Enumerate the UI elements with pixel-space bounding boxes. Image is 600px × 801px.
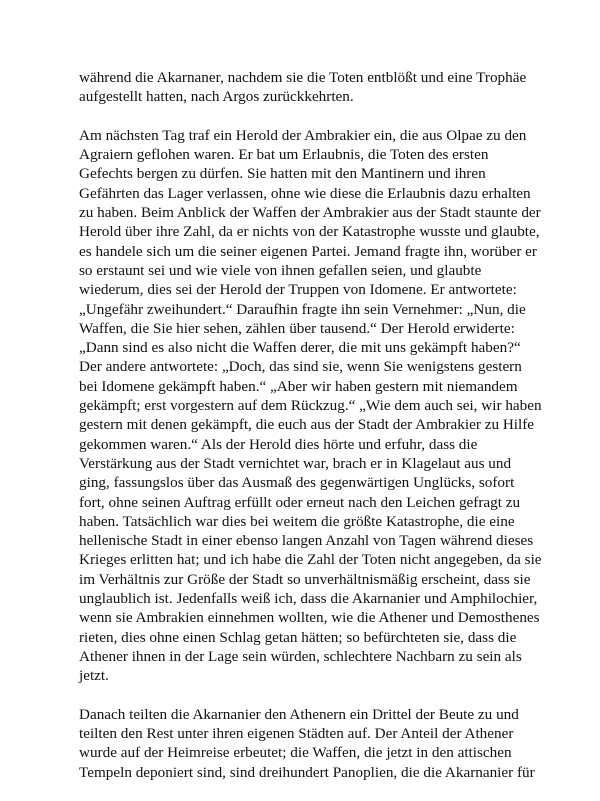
paragraph-3: [79, 705, 535, 782]
text-line: ging, fassungslos über das Ausmaß des gegenwärtigen Unglücks, sofort: [79, 474, 515, 492]
paragraph-2: [79, 126, 542, 686]
text-line: wenn sie Ambrakien einnehmen wollten, wie die Athener und Demosthenes: [79, 609, 540, 627]
text-line: Verstärkung aus der Stadt vernichtet war, brach er in Klagelaut aus und: [79, 454, 512, 472]
text-line: Am nächsten Tag traf ein Herold der Ambrakier ein, die aus Olpae zu den: [79, 126, 527, 144]
text-line: Waffen, die Sie hier sehen, zählen über tausend.“ Der Herold erwiderte:: [79, 319, 515, 337]
text-line: bei Idomene gekämpft haben.“ „Aber wir haben gestern mit niemandem: [79, 377, 518, 395]
text-line: fort, ohne seinen Auftrag erfüllt oder erneut nach den Leichen gefragt zu: [79, 493, 521, 511]
text-line: zu haben. Beim Anblick der Waffen der Ambrakier aus der Stadt staunte der: [79, 204, 541, 222]
text-line: haben. Tatsächlich war dies bei weitem die größte Katastrophe, die eine: [79, 512, 515, 530]
text-line: Gefährten das Lager verlassen, ohne wie diese die Erlaubnis dazu erhalten: [79, 184, 531, 202]
text-line: Tempeln deponiert sind, sind dreihundert Panoplien, die die Akarnanier für: [79, 763, 535, 781]
text-line: Gefechts bergen zu dürfen. Sie hatten mit den Mantinern und ihren: [79, 165, 486, 183]
text-line: während die Akarnaner, nachdem sie die Toten entblößt und eine Trophäe: [79, 69, 527, 86]
text-line: Danach teilten die Akarnanier den Athenern ein Drittel der Beute zu und: [79, 705, 519, 723]
text-line: jetzt.: [79, 667, 109, 685]
document-page: [79, 68, 542, 801]
text-line: aufgestellt hatten, nach Argos zurückkehrten.: [79, 88, 354, 106]
text-line: Agraiern geflohen waren. Er bat um Erlaubnis, die Toten des ersten: [79, 146, 489, 164]
text-line: wurde auf der Heimreise erbeutet; die Waffen, die jetzt in den attischen: [79, 744, 512, 762]
text-line: es handele sich um die seiner eigenen Partei. Jemand fragte ihn, worüber er: [79, 242, 537, 260]
text-line: rieten, dies ohne einen Schlag getan hätten; so befürchteten sie, dass die: [79, 628, 517, 646]
text-line: gestern mit denen gekämpft, die euch aus der Stadt der Ambrakier zu Hilfe: [79, 416, 535, 434]
text-line: unglaublich ist. Jedenfalls weiß ich, dass die Akarnanier und Amphilochier,: [79, 590, 538, 608]
text-line: so erstaunt sei und wie viele von ihnen gefallen seien, und glaubte: [79, 261, 482, 279]
paragraph-1: [79, 68, 529, 107]
text-line: gekämpft; erst vorgestern auf dem Rückzug.“ „Wie dem auch sei, wir haben: [79, 397, 542, 415]
text-line: teilten den Rest unter ihren eigenen Städten auf. Der Anteil der Athener: [79, 725, 514, 743]
text-line: Krieges erlitten hat; und ich habe die Zahl der Toten nicht angegeben, da sie: [79, 551, 542, 569]
text-line: Der andere antwortete: „Doch, das sind sie, wenn Sie wenigstens gestern: [79, 358, 522, 376]
text-line: Herold über ihre Zahl, da er nichts von der Katastrophe wusste und glaubte,: [79, 223, 540, 241]
text-line: hellenische Stadt in einer ebenso langen Anzahl von Tagen während dieses: [79, 532, 534, 550]
text-line: im Verhältnis zur Größe der Stadt so unverhältnismäßig erscheint, dass sie: [79, 570, 531, 588]
text-line: wiederum, dies sei der Herold der Truppen von Idomene. Er antwortete:: [79, 281, 517, 299]
text-line: Athener ihnen in der Lage sein würden, schlechtere Nachbarn zu sein als: [79, 647, 522, 665]
text-line: gekommen waren.“ Als der Herold dies hörte und erfuhr, dass die: [79, 435, 478, 453]
text-line: „Dann sind es also nicht die Waffen derer, die mit uns gekämpft haben?“: [79, 339, 521, 357]
text-line: „Ungefähr zweihundert.“ Daraufhin fragte ihn sein Vernehmer: „Nun, die: [79, 300, 526, 318]
